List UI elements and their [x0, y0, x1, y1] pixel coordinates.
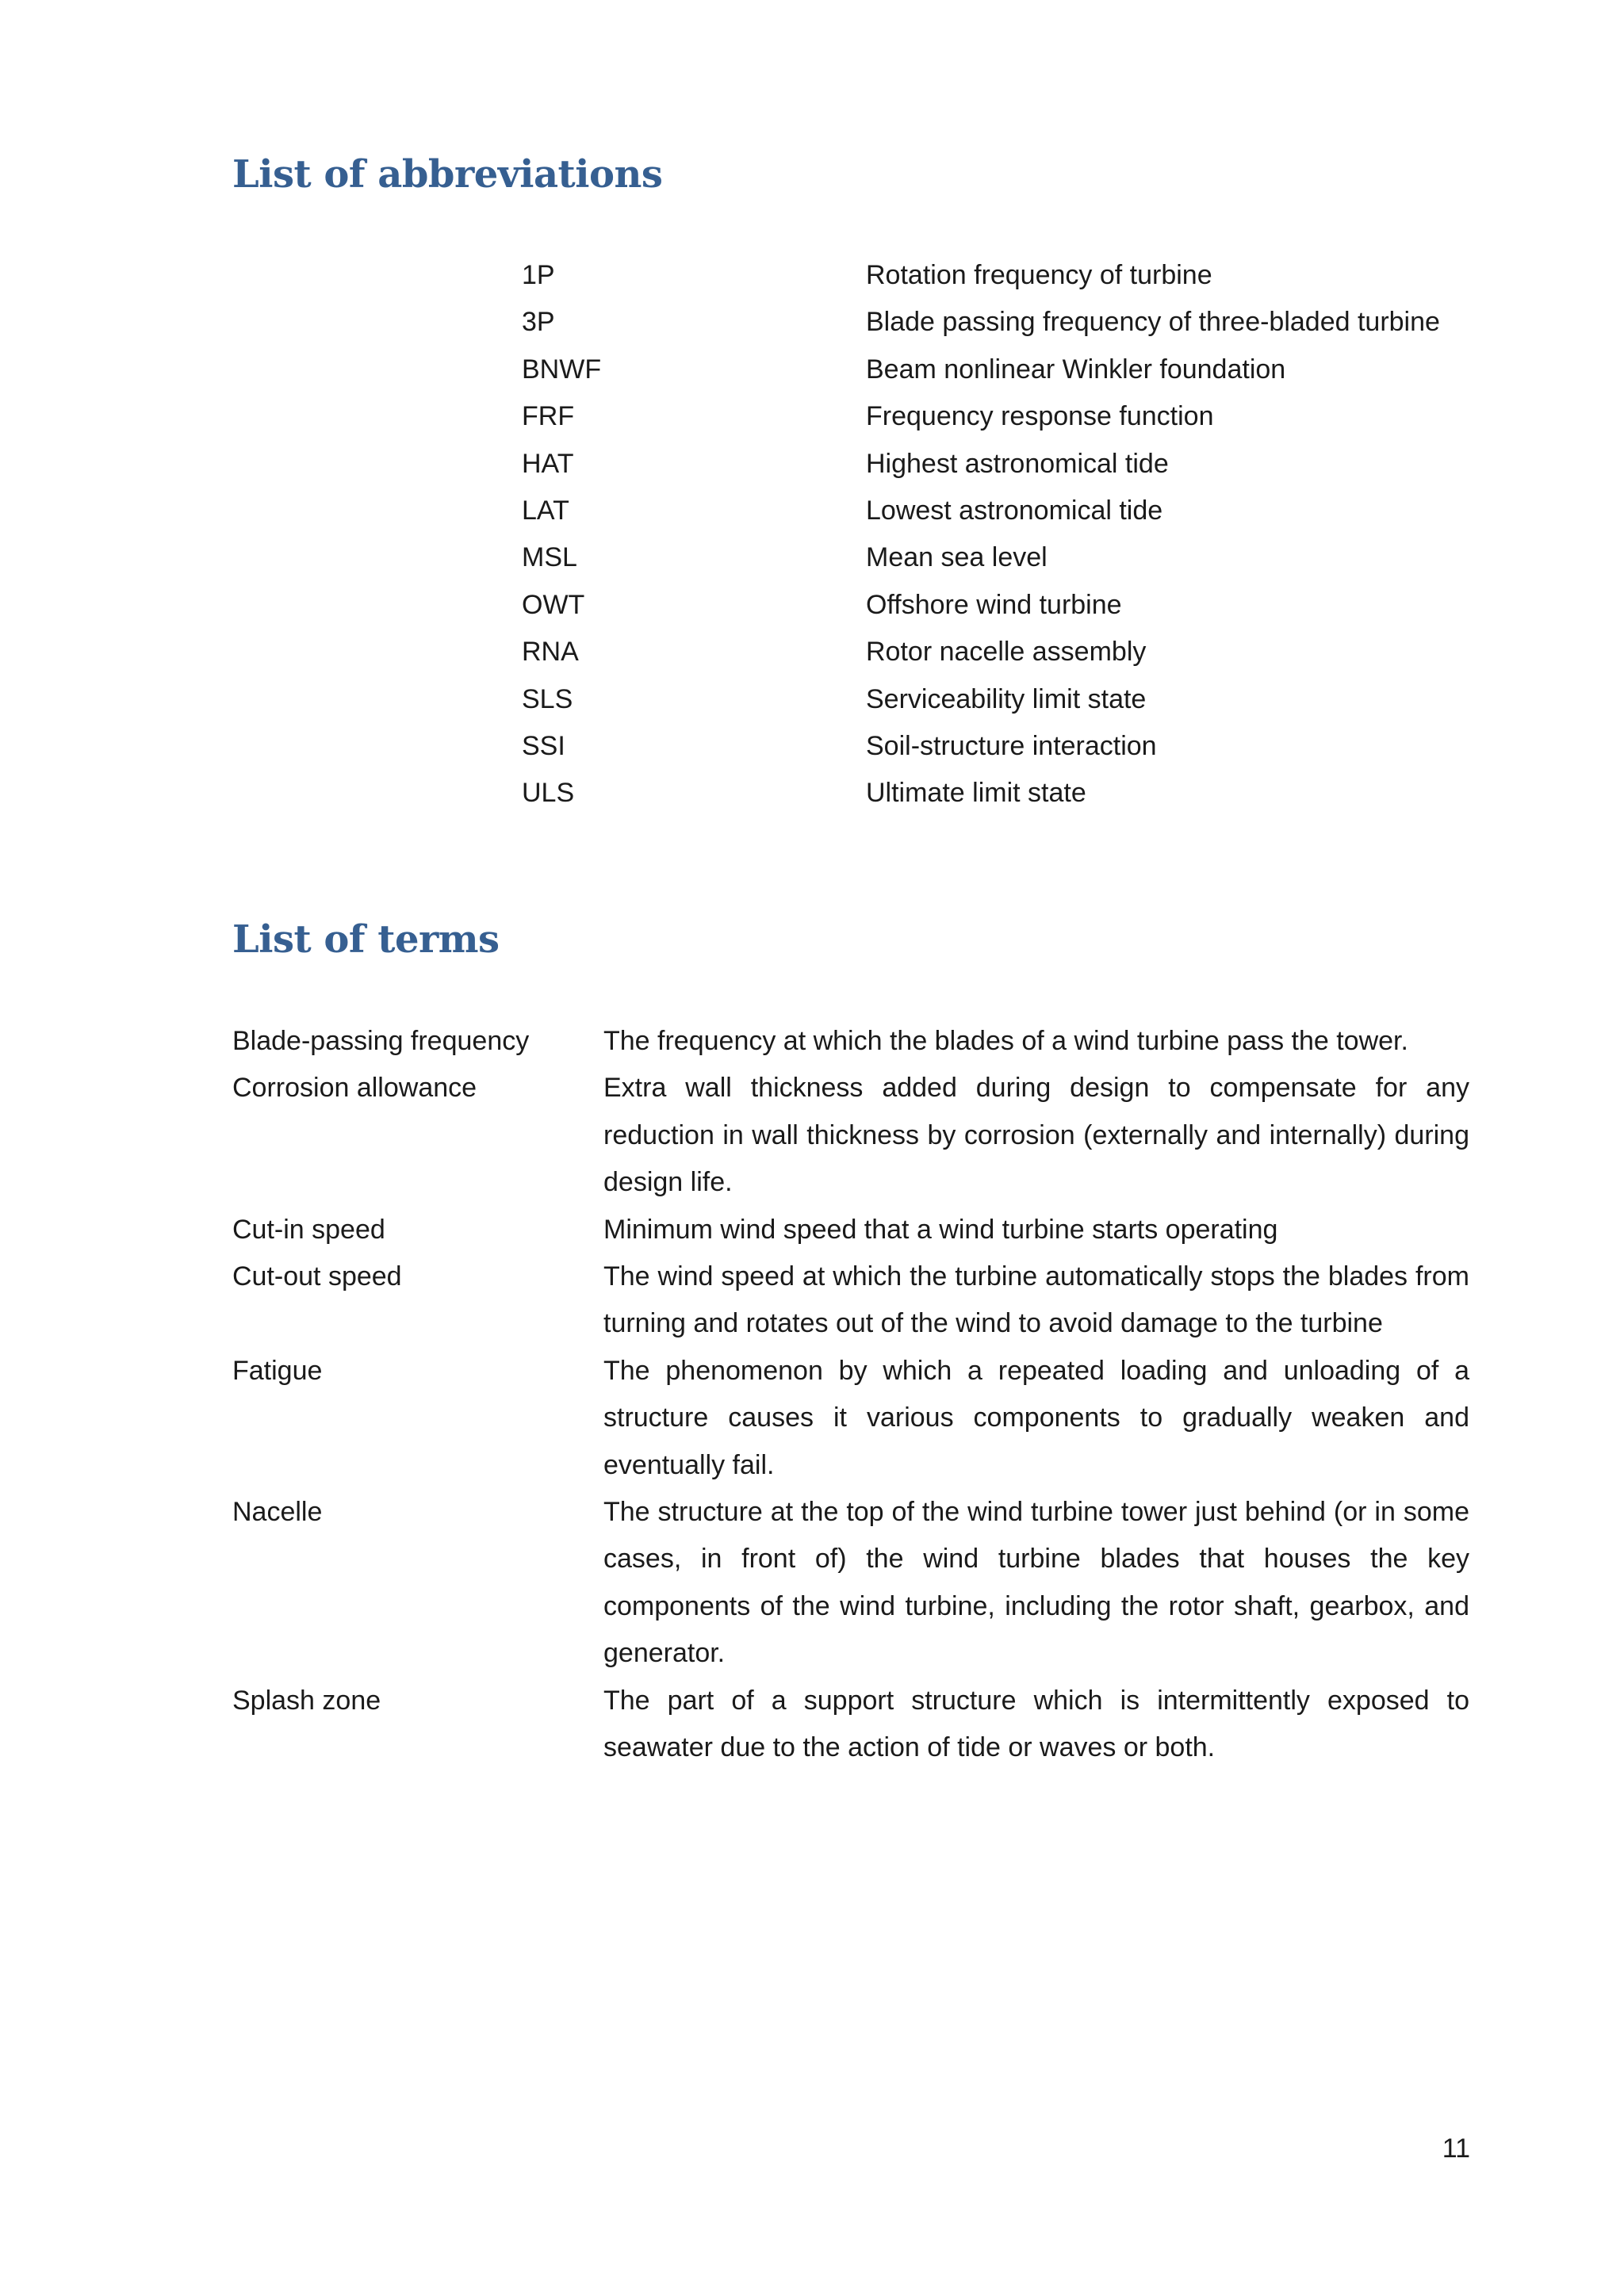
term-name: Nacelle — [232, 1497, 323, 1528]
term-name: Cut-out speed — [232, 1261, 402, 1292]
abbreviation-code: ULS — [522, 778, 575, 809]
abbreviation-definition: Serviceability limit state — [866, 683, 1147, 714]
page-number: 11 — [1442, 2133, 1470, 2164]
abbreviation-definition: Beam nonlinear Winkler foundation — [866, 354, 1286, 385]
abbreviation-definition: Blade passing frequency of three-bladed turbine — [866, 307, 1440, 338]
abbreviation-row — [522, 676, 1473, 723]
term-definition: The phenomenon by which a repeated loading and unloading of a structure causes it various components to gradually weaken and eventually fail. — [603, 1355, 1469, 1480]
abbreviation-code: LAT — [522, 495, 569, 526]
abbreviation-row — [522, 629, 1473, 675]
abbreviation-row — [522, 393, 1473, 440]
abbreviation-definition: Offshore wind turbine — [866, 589, 1122, 620]
abbreviation-code: SSI — [522, 730, 565, 761]
abbreviation-definition: Ultimate limit state — [866, 778, 1086, 809]
abbreviation-code: BNWF — [522, 354, 602, 385]
term-row — [232, 1018, 1469, 1065]
abbreviations-heading: List of abbreviations — [232, 152, 663, 197]
abbreviation-definition: Highest astronomical tide — [866, 448, 1169, 479]
term-definition: Minimum wind speed that a wind turbine starts operating — [603, 1214, 1278, 1245]
abbreviation-definition: Soil-structure interaction — [866, 730, 1157, 761]
term-definition: The frequency at which the blades of a wind turbine pass the tower. — [603, 1026, 1408, 1056]
term-name: Splash zone — [232, 1685, 381, 1716]
term-row — [232, 1678, 1469, 1772]
term-name: Fatigue — [232, 1355, 323, 1386]
abbreviation-definition: Rotor nacelle assembly — [866, 637, 1147, 668]
abbreviation-code: OWT — [522, 589, 585, 620]
term-definition: Extra wall thickness added during design to compensate for any reduction in wall thickness by corrosion (externally and internally) during design life. — [603, 1073, 1469, 1198]
abbreviation-row — [522, 582, 1473, 629]
abbreviation-code: MSL — [522, 542, 577, 573]
term-definition: The structure at the top of the wind turbine tower just behind (or in some cases, in front of) the wind turbine blades that houses the key components of the wind turbine, including the rotor shaft, gearbox, and generator. — [603, 1497, 1469, 1669]
terms-list — [232, 1018, 1469, 1772]
abbreviation-definition: Mean sea level — [866, 542, 1048, 573]
abbreviation-row — [522, 723, 1473, 770]
term-row — [232, 1348, 1469, 1489]
abbreviation-definition: Rotation frequency of turbine — [866, 260, 1212, 290]
abbreviation-code: RNA — [522, 637, 579, 668]
term-row — [232, 1253, 1469, 1348]
term-definition: The wind speed at which the turbine automatically stops the blades from turning and rotates out of the wind to avoid damage to the turbine — [603, 1261, 1469, 1339]
term-name: Corrosion allowance — [232, 1073, 477, 1104]
abbreviation-code: SLS — [522, 683, 573, 714]
abbreviation-code: 1P — [522, 260, 555, 290]
abbreviation-definition: Lowest astronomical tide — [866, 495, 1163, 526]
abbreviation-code: HAT — [522, 448, 574, 479]
abbreviation-row — [522, 534, 1473, 581]
abbreviation-row — [522, 441, 1473, 488]
abbreviation-row — [522, 346, 1473, 393]
abbreviation-row — [522, 299, 1473, 346]
abbreviation-row — [522, 770, 1473, 817]
term-row — [232, 1489, 1469, 1678]
abbreviations-list — [522, 252, 1473, 817]
abbreviation-row — [522, 488, 1473, 534]
term-definition: The part of a support structure which is intermittently exposed to seawater due to the action of tide or waves or both. — [603, 1685, 1469, 1763]
abbreviation-code: FRF — [522, 401, 575, 432]
term-row — [232, 1207, 1469, 1253]
abbreviation-definition: Frequency response function — [866, 401, 1214, 432]
abbreviation-row — [522, 252, 1473, 299]
term-name: Cut-in speed — [232, 1214, 385, 1245]
terms-heading: List of terms — [232, 917, 500, 962]
abbreviation-code: 3P — [522, 307, 555, 338]
term-name: Blade-passing frequency — [232, 1026, 530, 1056]
term-row — [232, 1065, 1469, 1206]
